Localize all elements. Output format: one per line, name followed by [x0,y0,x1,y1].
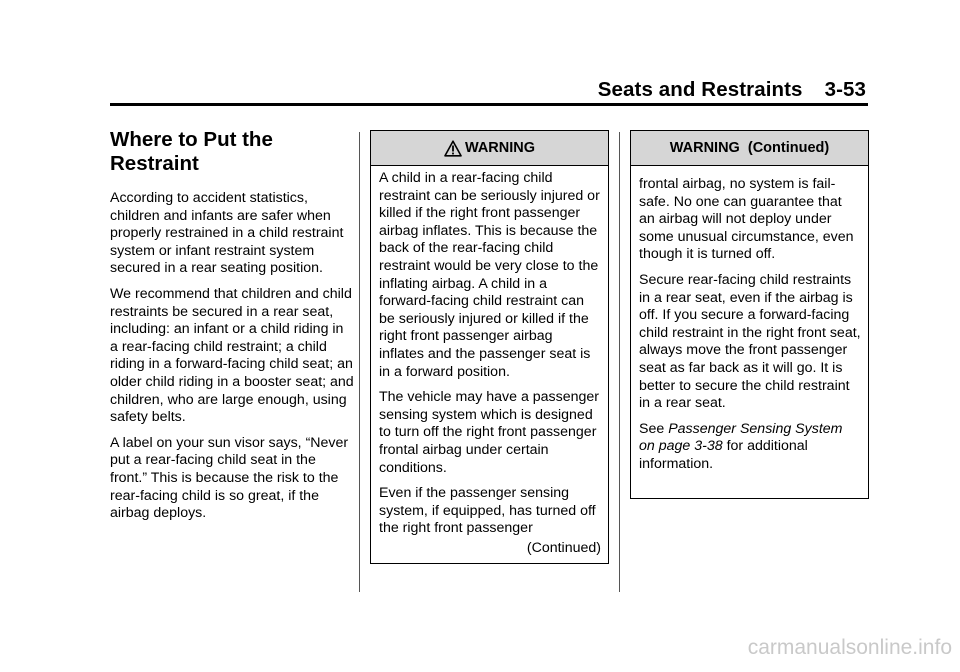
paragraph: Secure rear-facing child restraints in a rear seat, even if the airbag is off. If you secure a forward-facing child restraint in the right front seat, always move the front passenger seat as far back as it will go. It is better to secure the child restraint in a rear seat. [639,271,861,412]
paragraph: We recommend that children and child restraints be secured in a rear seat, including: an infant or a child riding in a rear-facing child restraint; a child riding in a forward-facing child seat; an older child riding in a booster seat; and children, who are large enough, using safety belts. [110,285,354,426]
section-title: Seats and Restraints [597,78,803,101]
paragraph: A child in a rear-facing child restraint can be seriously injured or killed if the right front passenger airbag inflates. This is because the back of the rear-facing child restraint would be very close to the inflating airbag. A child in a forward-facing child restraint can be seriously injured or killed if the right front passenger airbag inflates and the passenger seat is in a forward position. [379,170,600,380]
column-divider [619,132,620,592]
warning-header [371,131,608,166]
header-rule [110,103,868,106]
column-divider [359,132,360,592]
warning-continued-box [630,130,869,499]
warning-box [370,130,609,564]
warning-title: WARNING [464,140,536,156]
paragraph: The vehicle may have a passenger sensing system which is designed to turn off the right front passenger frontal airbag under certain conditions. [379,389,600,476]
watermark [0,636,960,660]
section-heading: Where to Put the Restraint [110,128,273,175]
warning-body [631,166,868,488]
paragraph: Even if the passenger sensing system, if equipped, has turned off the right front passenger [379,485,596,537]
see-reference [639,421,861,474]
main-text-column [110,128,355,531]
paragraph: According to accident statistics, children and infants are safer when properly restrained in a child restraint system or infant restraint system secured in a rear seating position. [110,190,344,277]
paragraph: frontal airbag, no system is fail-safe. No one can guarantee that an airbag will not deploy under some unusual circumstance, even though it is turned off. [639,176,854,263]
warning-body [371,166,608,563]
warning-triangle-icon [444,140,462,157]
warning-title: WARNING (Continued) [669,140,830,156]
watermark-text: carmanualsonline.info [747,636,952,659]
see-prefix: See [639,420,669,437]
cross-reference-link: Passenger Sensing System on page 3-38 [639,420,843,455]
page-header [0,78,866,102]
paragraph: A label on your sun visor says, “Never put a rear-facing child seat in the front.” This is because the risk to the rear-facing child is so great, if the airbag deploys. [110,434,349,522]
warning-header [631,131,868,166]
page-number: 3-53 [824,78,866,101]
continued-label: (Continued) [526,539,601,556]
see-suffix: for additional information. [639,438,808,472]
